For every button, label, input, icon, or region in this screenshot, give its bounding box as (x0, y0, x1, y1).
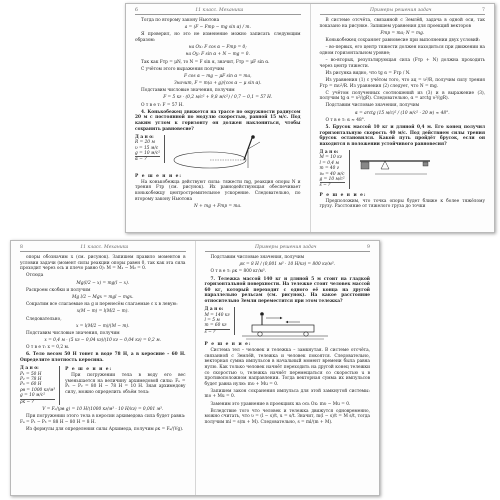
paragraph: Предположим, что точка опоры будет ближе к более тяжёлому грузу. Расстояние от тяжелого груза до точки (319, 198, 485, 210)
formula: V = Fₐ/(ρв g) = 10 Н/(1000 кг/м³ · 10 Н/кг) = 0,001 м³. (42, 407, 164, 413)
paragraph: Я проверил, но это не изменение можно записать следующим образом: (135, 32, 301, 43)
given-line: R = 20 м (135, 140, 155, 146)
page-9 (195, 241, 380, 495)
answer: О т в е т: ρк = 800 кг/м³. (210, 269, 266, 275)
given-line: g = 10 м/с² (319, 177, 345, 183)
formula: Mg(l/2 − x) = mg(l − x). (76, 280, 130, 286)
heavy-weight (361, 162, 369, 169)
paragraph: Вследствие того что человек и тележка движутся одновременно, можно считать, что υ = (l − s)/t, u = s/t. Значит, m(l − s)/t = M s/t, тогда получим ml = s(m + M). Следовательно, s = ml/(m + M). (204, 408, 370, 426)
given-line: m = 60 кг (204, 323, 227, 329)
lever-figure (355, 149, 435, 179)
given-and-figure (135, 134, 301, 172)
paragraph: – во-первых, его центр тяжести должен находиться при движении на одном горизонтальном уровне; (319, 45, 485, 56)
solution-title: Р е ш е н и е: (135, 173, 182, 179)
page-header (20, 245, 186, 252)
given-line: g = 10 м/с² (135, 151, 161, 157)
formula: x(M − m) = l(M/2 − m). (76, 309, 129, 315)
formula: F = 5 кг · (0,2 м/с² + 9,8 м/с²) / 0,7 − 0,1 = 57 Н. (163, 95, 273, 101)
paragraph: На конькобежца действуют силы: тяжести mg, реакция опоры N и трения Fтр (см. рисунок). Их равнодействующая обеспечивает конькобежцу центростремительное ускорение. Следовательно, по второму закону Ньютона (135, 179, 301, 202)
paragraph: Конькобежец сохраняет равновесие при выполнении двух условий: (325, 37, 481, 43)
paragraph: – во-вторых, результирующая сила (Fтр + N) должна проходить через центр тяжести. (319, 57, 485, 69)
page-number: 8 (20, 245, 23, 250)
answer: О т в е т: α ≈ 48°. (325, 117, 366, 123)
paragraph: Раскроем скобки и получим (26, 287, 91, 293)
given-line: ρв = 1000 кг/м³ (20, 387, 56, 393)
light-weight (423, 162, 428, 166)
paragraph: Сократим все слагаемые на g и перенесём слагаемые с x в левую: (26, 302, 178, 308)
given-block (135, 135, 165, 163)
solution-title: Р е ш е н и е: (65, 367, 113, 373)
formula: a = (F − Fтр − mg sin α) / m. (184, 25, 251, 31)
given-line: l = 0,4 м (319, 160, 339, 166)
paragraph: Подставим числовые значения, получим (141, 88, 235, 94)
page-header (205, 245, 371, 252)
find-line: s − ? (205, 329, 230, 335)
problem-text: 7. Тележка массой 140 кг и длиной 5 м стоит на гладкой горизонтальной поверхности. На тележке стоит человек массой 60 кг, который переходит с одного её конца на другой параллельно рельсам (см. рисунок). На какое расстояние относительно Земли переместится при этом тележка? (204, 276, 370, 304)
paragraph: Подставим числовые значения, получим (325, 103, 420, 109)
paragraph: При погружении тела в воду его вес уменьшается на величину архимедовой силы: Fₐ = P₁ − P₂ = 80 Н − 78 Н = 10 Н. Зная архимедову силу, можно определить объём тела: (65, 373, 186, 395)
cart-wheel (303, 332, 307, 336)
page-8 (11, 241, 195, 495)
problem-text: 6. Тело весом 50 Н тонет в воде 78 Н, а в керосине – 60 Н. Определите плотность керосина. (20, 352, 186, 364)
paragraph: опоры обозначим x (см. рисунок). Запишем правило моментов в условии задачи (момент силы реакции опоры равен 0, так как эта сила проходит через ось и плечо равно 0): M = M₁ − M₂ = 0. (20, 255, 186, 272)
find-line: s − ? (320, 182, 345, 188)
running-title: 11 класс. Механика (80, 245, 129, 250)
given-line: υ₀ = 40 м/с (319, 171, 345, 177)
answer: О т в е т: F = 57 Н. (141, 102, 184, 108)
page-7 (310, 4, 495, 232)
formula: x = 0,4 м · (5 кг − 0,04 кг)/(10 кг − 0,04 кг) = 0,2 м. (44, 338, 162, 344)
given-and-figure (320, 149, 486, 191)
formula: F cos α − mg − μF sin α = ma, (184, 73, 252, 79)
paragraph: Из формулы для определения силы Архимеда, получим ρк = Fₐ/(Vg). (26, 427, 184, 433)
formula: ρк = 8 Н / (0,001 м³ · 10 Н/кг) = 800 кг/м³. (239, 262, 335, 268)
given-title: Д а н о: (20, 366, 39, 372)
given-line: υ = 15 м/с (135, 145, 159, 151)
given-line: l = 5 м (204, 317, 220, 323)
paragraph: Из уравнения (1) с учётом того, что aц = υ²/R, получим силу трения Fтр = mυ²/R. Из уравнения (2) следует, что N = mg. (319, 77, 485, 89)
given-block (205, 307, 235, 335)
problem-text: 4. Конькобежец движется на трассе по окружности радиусом 20 м с постоянной по модулю скоростью, равной 15 м/с. Под каким углом к горизонту он должен наклониться, чтобы сохранить равновесие? (135, 109, 301, 132)
paragraph: Из рисунка видно, что tg α = Fтр / N. (325, 70, 411, 76)
find-line: α − ? (135, 156, 160, 162)
formula: Значит, F = m(a + g)/(cos α − μ sin α). (174, 81, 262, 87)
arrow-head (285, 321, 288, 323)
page-6 (126, 4, 310, 232)
given-title: Д а н о: (135, 134, 154, 140)
solution-title: Р е ш е н и е: (319, 192, 367, 198)
given-line: P₂ = 78 Н (20, 377, 42, 383)
person-head (260, 312, 264, 316)
formula: α = arctg (15 м/с)² / (10 м/с² · 20 м) ≈ 48°. (354, 110, 450, 116)
paragraph: Тогда по второму закону Ньютона (141, 18, 220, 23)
skater-figure (170, 134, 270, 172)
skater-head (251, 135, 255, 139)
page-header (135, 8, 301, 15)
solution-block (65, 365, 185, 397)
given-and-figure (205, 306, 371, 340)
given-block (320, 150, 350, 189)
given-line: g = 10 м/с² (20, 393, 46, 399)
paragraph: Отсюда (26, 273, 44, 279)
arrow-head (280, 317, 283, 319)
given-line: P₁ = 50 Н (20, 371, 42, 377)
given-line: m = 40 г (319, 166, 339, 172)
paragraph: С учётом полученных соотношений из (3) и в выражение (3), получим tg α = υ²/(gR). Следовательно, α = arctg υ²/(gR). (319, 90, 485, 102)
running-title: 11 класс. Механика (195, 8, 244, 13)
page-number: 9 (367, 245, 370, 250)
paragraph: С учётом этого выражения получим (141, 66, 225, 72)
page-number: 6 (135, 8, 138, 13)
answer: О т в е т: x = 0,2 м. (26, 345, 70, 351)
formula: Fтр = ma; N = mg. (380, 30, 425, 36)
given-block (20, 366, 60, 405)
bottom-page-spread (10, 240, 380, 496)
paragraph: Подставим числовые значения, получим (210, 255, 305, 260)
formula: на Ox: F cos α − Fтр = 0; (188, 45, 247, 51)
paragraph: При погружении этого тела в керосин архимедова сила будет равна: Fₐ = P₁ − P₃ = 88 Н − 80 Н = 8 Н. (20, 414, 186, 425)
given-title: Д а н о: (319, 150, 339, 155)
formula: x = l(M/2 − m)/(M − m). (76, 323, 130, 329)
running-title: Примеры решения задач (370, 8, 432, 13)
problem-text: 5. Брусок массой 10 кг и длиной 0,4 м. Его конец получил горизонтальную скорость 40 м/с. Под действием силы трения брусок остановился. Какой путь пройдёт брусок, если он находится в положении устойчивого равновесия? (319, 125, 485, 147)
given-and-solution (20, 365, 186, 407)
given-line: M = 10 кг (319, 155, 342, 161)
cart-figure (240, 306, 330, 340)
given-line: M = 140 кг (204, 312, 230, 318)
given-line: P₃ = 60 Н (20, 382, 42, 388)
fulcrum (381, 161, 389, 169)
paragraph: Так как Fтр = μN, то N = F sin α, значит, Fтр = μF sin α. (141, 59, 270, 65)
running-title: Примеры решения задач (255, 245, 317, 250)
paragraph: Подставим числовые значения, получим (26, 330, 120, 336)
top-page-spread (125, 3, 495, 233)
formula: Mg l/2 − Mgx = mgl − mgx. (72, 294, 134, 300)
find-line: ρк − ? (20, 399, 55, 405)
given-title: Д а н о: (204, 307, 224, 313)
paragraph: Следовательно, (26, 316, 62, 322)
paragraph: Система тел – человек и тележка – замкнутая. В системе отсчёта, связанной с Землёй, тележка и человек покоятся. Следовательно, векторная сумма импульсов в начальный момент времени была равна нулю. Как только человек начнёт переходить на другой конец тележки со скоростью υ, тележка начнёт перемещаться со скоростью u в противоположном направлении. Тогда векторная сумма их импульсов будет равна нулю: mυ + Mu = 0. (204, 348, 370, 387)
paragraph: В системе отсчёта, связанной с Землёй, задача в одной оси, так показано на рисунке. Запишем уравнения для проекций векторов (319, 18, 485, 29)
formula: N + mg + Fтр = ma. (194, 203, 242, 209)
paragraph: Запишем закон сохранения импульса для этой замкнутой системы: mυ + Mu = 0. (204, 388, 370, 400)
solution-title: Р е ш е н и е: (204, 342, 252, 348)
cart-wheel (257, 332, 261, 336)
page-header (320, 8, 486, 15)
page-number: 7 (482, 8, 485, 13)
cart-body (252, 325, 314, 332)
formula: на Oy: F sin α + N − mg = 0. (185, 52, 250, 58)
paragraph: Заменим это уравнение в проекциях на ось Ox: mυ − Mu = 0. (210, 401, 351, 407)
